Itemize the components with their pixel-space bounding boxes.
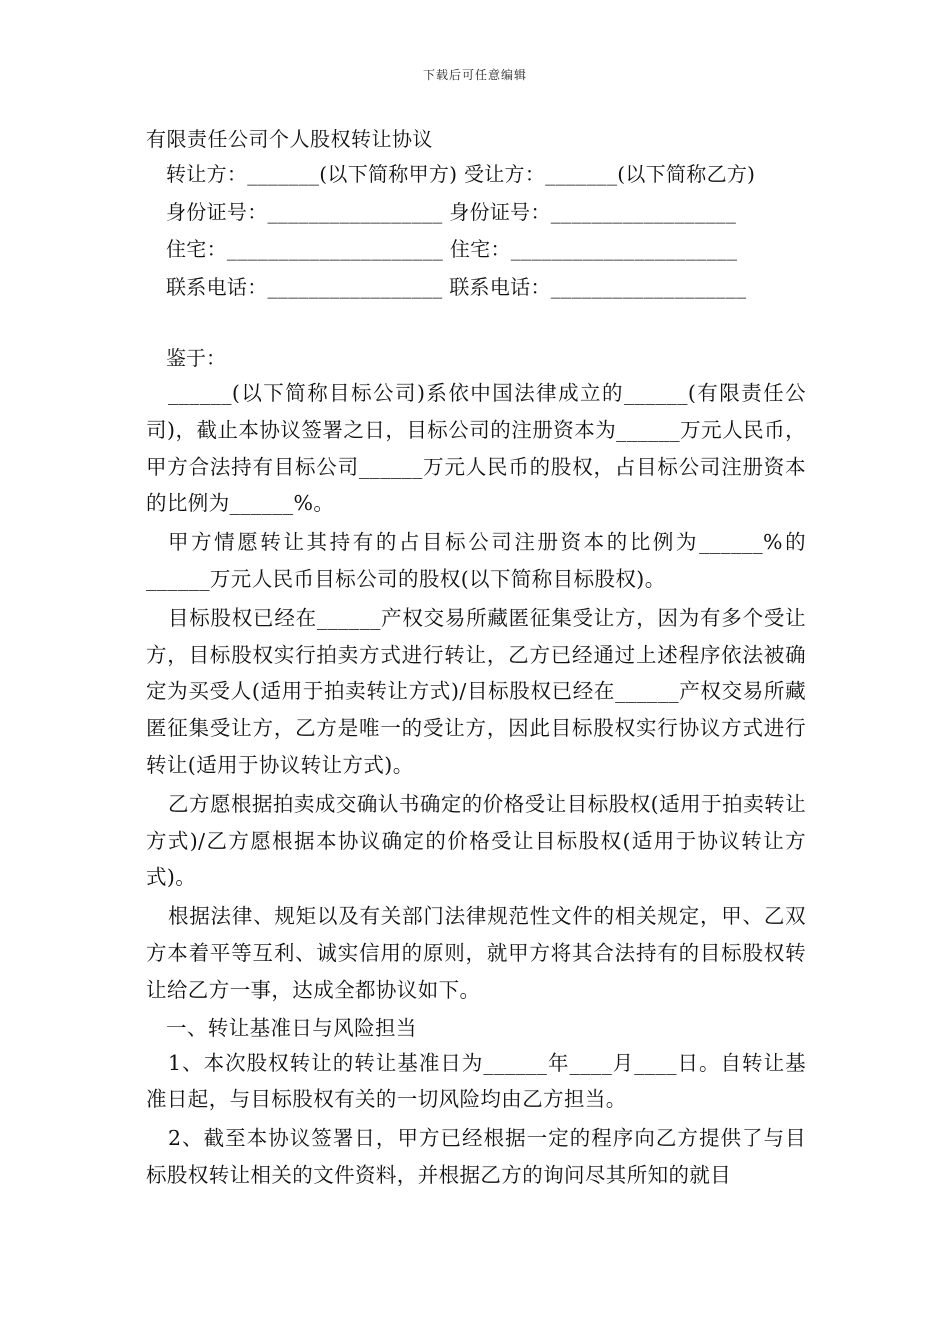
document-body xyxy=(146,375,806,1196)
recitals-heading: 鉴于： xyxy=(166,346,226,370)
section-heading: 一、转让基准日与风险担当 xyxy=(166,1015,417,1040)
party-line-residence: 住宅：_____________________ 住宅：______________________ xyxy=(166,237,738,261)
document-title: 有限责任公司个人股权转让协议 xyxy=(146,127,433,151)
recital-paragraph: 根据法律、规矩以及有关部门法律规范性文件的相关规定，甲、乙双方本着平等互利、诚实信用的原则，就甲方将其合法持有的目标股权转让给乙方一事，达成全都协议如下。 xyxy=(146,904,806,1002)
party-line-id-number: 身份证号：_________________ 身份证号：__________________ xyxy=(166,199,737,224)
party-info-block xyxy=(166,156,826,306)
clause-paragraph: 1、本次股权转让的转让基准日为______年____月____日。自转让基准日起，与目标股权有关的一切风险均由乙方担当。 xyxy=(146,1050,806,1112)
party-line-phone: 联系电话：_________________ 联系电话：___________________ xyxy=(166,274,747,299)
recital-paragraph: 目标股权已经在______产权交易所藏匿征集受让方，因为有多个受让方，目标股权实行拍卖方式进行转让，乙方已经通过上述程序依法被确定为买受人(适用于拍卖转让方式)/目标股权已经在______产权交易所藏匿征集受让方，乙方是唯一的受让方，因此目标股权实行协议方式进行转让(适用于协议转让方式)。 xyxy=(146,605,806,777)
recital-paragraph: ______(以下简称目标公司)系依中国法律成立的______(有限责任公司)，截止本协议签署之日，目标公司的注册资本为______万元人民币，甲方合法持有目标公司______万元人民币的股权，占目标公司注册资本的比例为______%。 xyxy=(146,381,806,516)
header-note: 下载后可任意编辑 xyxy=(422,68,527,82)
party-line-transferor: 转让方：_______(以下简称甲方) 受让方：_______(以下简称乙方) xyxy=(166,162,756,186)
clause-paragraph: 2、截至本协议签署日，甲方已经根据一定的程序向乙方提供了与目标股权转让相关的文件资料，并根据乙方的询问尽其所知的就目 xyxy=(146,1126,806,1187)
recital-paragraph: 甲方情愿转让其持有的占目标公司注册资本的比例为______%的______万元人民币目标公司的股权(以下简称目标股权)。 xyxy=(146,530,806,591)
recital-paragraph: 乙方愿根据拍卖成交确认书确定的价格受让目标股权(适用于拍卖转让方式)/乙方愿根据本协议确定的价格受让目标股权(适用于协议转让方式)。 xyxy=(146,791,806,890)
